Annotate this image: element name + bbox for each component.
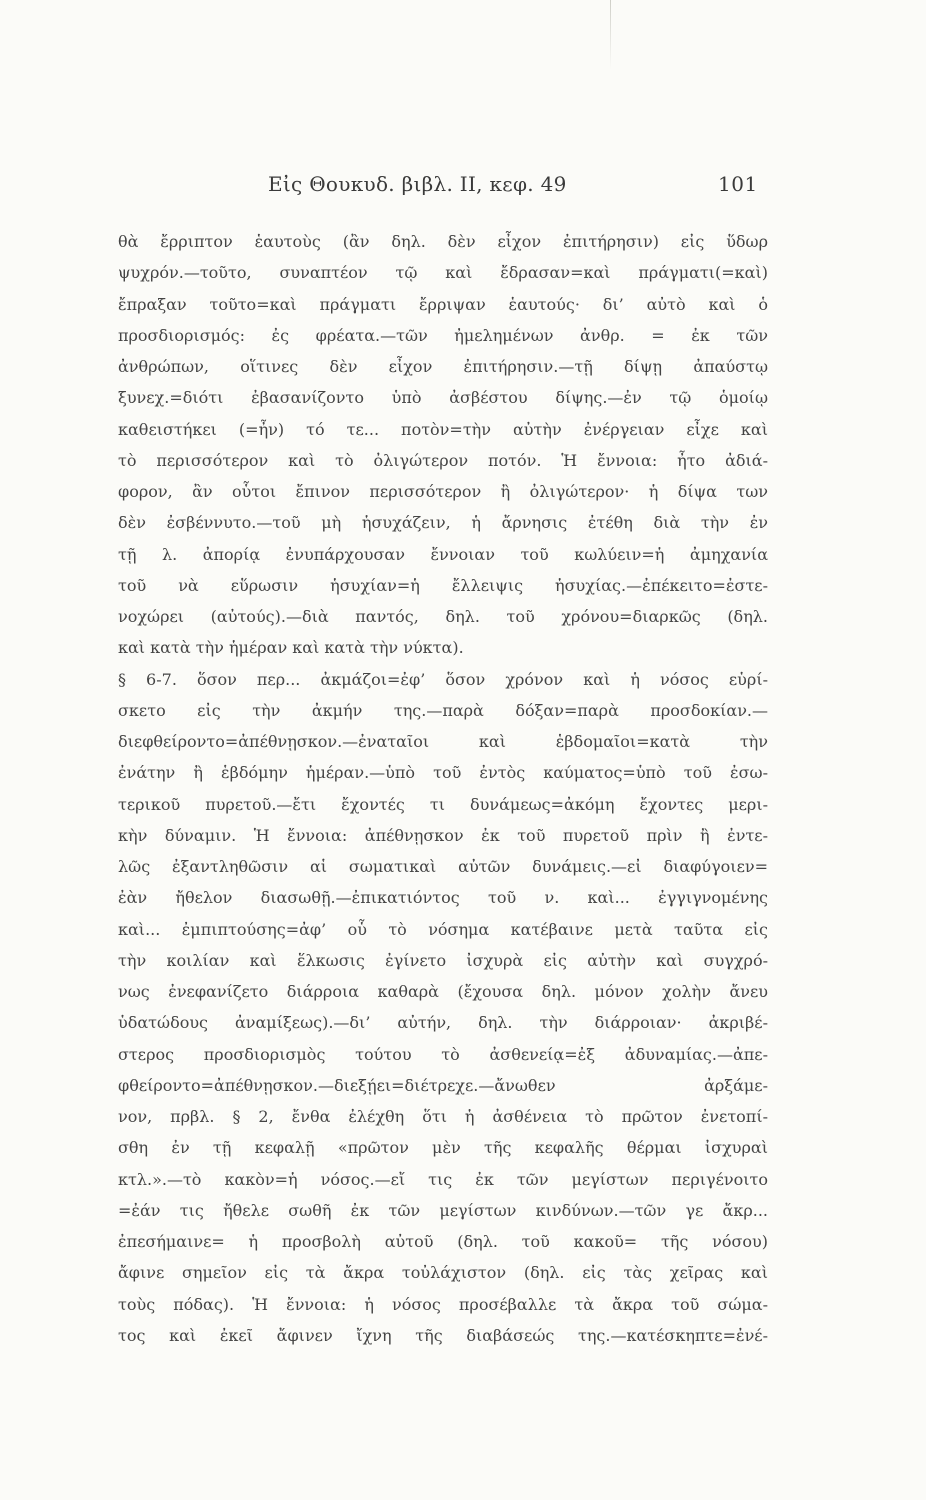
text-line: καὶ... ἐμπιπτούσης=ἀφ’ οὗ τὸ νόσημα κατέβαινε μετὰ ταῦτα εἰς <box>118 919 768 939</box>
text-line: στερος προσδιορισμὸς τούτου τὸ ἀσθενείᾳ=ἐξ ἀδυναμίας.—ἀπε- <box>118 1044 768 1064</box>
text-line: τοῦ νὰ εὕρωσιν ἡσυχίαν=ἡ ἔλλειψις ἡσυχίας.—ἐπέκειτο=ἐστε- <box>118 575 768 595</box>
text-line: φορον, ἂν οὗτοι ἔπινον περισσότερον ἢ ὀλιγώτερον· ἡ δίψα των <box>118 482 768 501</box>
text-line: ἄφινε σημεῖον εἰς τὰ ἄκρα τοὐλάχιστον (δηλ. εἰς τὰς χεῖρας καὶ <box>118 1263 768 1283</box>
text-line: τὸ περισσότερον καὶ τὸ ὀλιγώτερον ποτόν. Ἡ ἔννοια: ἦτο ἀδιά- <box>118 450 768 470</box>
text-line: τῇ λ. ἀπορίᾳ ἐνυπάρχουσαν ἔννοιαν τοῦ κωλύειν=ἡ ἀμηχανία <box>118 544 768 564</box>
text-line: σκετο εἰς τὴν ἀκμήν της.—παρὰ δόξαν=παρὰ προσδοκίαν.— <box>118 700 768 720</box>
page-number: 101 <box>718 172 758 196</box>
page-fold-line <box>610 0 611 70</box>
running-head <box>0 172 926 202</box>
text-line: καὶ κατὰ τὴν ἡμέραν καὶ κατὰ τὴν νύκτα). <box>118 638 464 658</box>
text-line: ξυνεχ.=διότι ἐβασανίζοντο ὑπὸ ἀσβέστου δίψης.—ἐν τῷ ὁμοίῳ <box>118 388 768 408</box>
text-line: καθειστήκει (=ἦν) τό τε... ποτὸν=τὴν αὐτὴν ἐνέργειαν εἶχε καὶ <box>118 419 768 439</box>
text-line: ἀνθρώπων, οἵτινες δὲν εἶχον ἐπιτήρησιν.—τῇ δίψῃ ἀπαύστῳ <box>118 357 768 376</box>
text-line: τοὺς πόδας). Ἡ ἔννοια: ἡ νόσος προσέβαλλε τὰ ἄκρα τοῦ σώμα- <box>118 1294 768 1314</box>
paragraph-start-line: § 6-7. ὅσον περ... ἀκμάζοι=ἐφ’ ὅσον χρόνον καὶ ἡ νόσος εὑρί- <box>118 669 768 689</box>
text-line: ἐὰν ἤθελον διασωθῇ.—ἐπικατιόντος τοῦ ν. καὶ... ἐγγιγνομένης <box>118 888 768 908</box>
text-line: φθείροντο=ἀπέθνῃσκον.—διεξῄει=διέτρεχε.—ἄνωθεν ἀρξάμε- <box>118 1075 768 1095</box>
text-line: κὴν δύναμιν. Ἡ ἔννοια: ἀπέθνῃσκον ἐκ τοῦ πυρετοῦ πρὶν ἢ ἐντε- <box>118 825 768 845</box>
text-line: =ἐάν τις ἤθελε σωθῆ ἐκ τῶν μεγίστων κινδύνων.—τῶν γε ἄκρ... <box>118 1200 768 1220</box>
text-line: νοχώρει (αὐτούς).—διὰ παντός, δηλ. τοῦ χρόνου=διαρκῶς (δηλ. <box>118 607 768 626</box>
text-line: λῶς ἐξαντληθῶσιν αἱ σωματικαὶ αὐτῶν δυνάμεις.—εἰ διαφύγοιεν= <box>118 857 768 876</box>
text-line: σθη ἐν τῇ κεφαλῇ «πρῶτον μὲν τῆς κεφαλῆς θέρμαι ἰσχυραὶ <box>118 1138 768 1158</box>
text-line: τος καὶ ἐκεῖ ἄφινεν ἴχνη τῆς διαβάσεώς της.—κατέσκηπτε=ἐνέ- <box>118 1325 768 1345</box>
text-line: προσδιορισμός: ἐς φρέατα.—τῶν ἠμελημένων ἀνθρ. = ἐκ τῶν <box>118 325 768 345</box>
text-line: τερικοῦ πυρετοῦ.—ἔτι ἔχοντές τι δυνάμεως=ἀκόμη ἔχοντες μερι- <box>118 794 768 814</box>
text-line: ἐπεσήμαινε= ἡ προσβολὴ αὐτοῦ (δηλ. τοῦ κακοῦ= τῆς νόσου) <box>118 1232 768 1251</box>
text-line: κτλ.».—τὸ κακὸν=ἡ νόσος.—εἴ τις ἐκ τῶν μεγίστων περιγένοιτο <box>118 1169 768 1189</box>
commentary-text <box>118 226 768 1351</box>
text-line: θὰ ἔρριπτον ἑαυτοὺς (ἂν δηλ. δὲν εἶχον ἐπιτήρησιν) εἰς ὕδωρ <box>118 232 768 251</box>
text-line: νον, πρβλ. § 2, ἔνθα ἐλέχθη ὅτι ἡ ἀσθένεια τὸ πρῶτον ἐνετοπί- <box>118 1107 768 1126</box>
text-line: νως ἐνεφανίζετο διάρροια καθαρὰ (ἔχουσα δηλ. μόνον χολὴν ἄνευ <box>118 982 768 1001</box>
text-line: ψυχρόν.—τοῦτο, συναπτέον τῷ καὶ ἔδρασαν=καὶ πράγματι(=καὶ) <box>118 263 768 283</box>
text-line: δὲν ἐσβέννυτο.—τοῦ μὴ ἡσυχάζειν, ἡ ἄρνησις ἐτέθη διὰ τὴν ἐν <box>118 513 768 533</box>
text-line: ὑδατώδους ἀναμίξεως).—δι’ αὐτήν, δηλ. τὴν διάρροιαν· ἀκριβέ- <box>118 1013 768 1033</box>
text-line: τὴν κοιλίαν καὶ ἕλκωσις ἐγίνετο ἰσχυρὰ εἰς αὐτὴν καὶ συγχρό- <box>118 950 768 970</box>
text-line: διεφθείροντο=ἀπέθνῃσκον.—ἐναταῖοι καὶ ἑβδομαῖοι=κατὰ τὴν <box>118 732 768 751</box>
running-title: Εἰς Θουκυδ. βιβλ. II, κεφ. 49 <box>268 172 567 196</box>
text-line: ἐνάτην ἢ ἑβδόμην ἡμέραν.—ὑπὸ τοῦ ἐντὸς καύματος=ὑπὸ τοῦ ἐσω- <box>118 763 768 783</box>
text-line: ἔπραξαν τοῦτο=καὶ πράγματι ἔρριψαν ἑαυτούς· δι’ αὐτὸ καὶ ὁ <box>118 294 768 314</box>
